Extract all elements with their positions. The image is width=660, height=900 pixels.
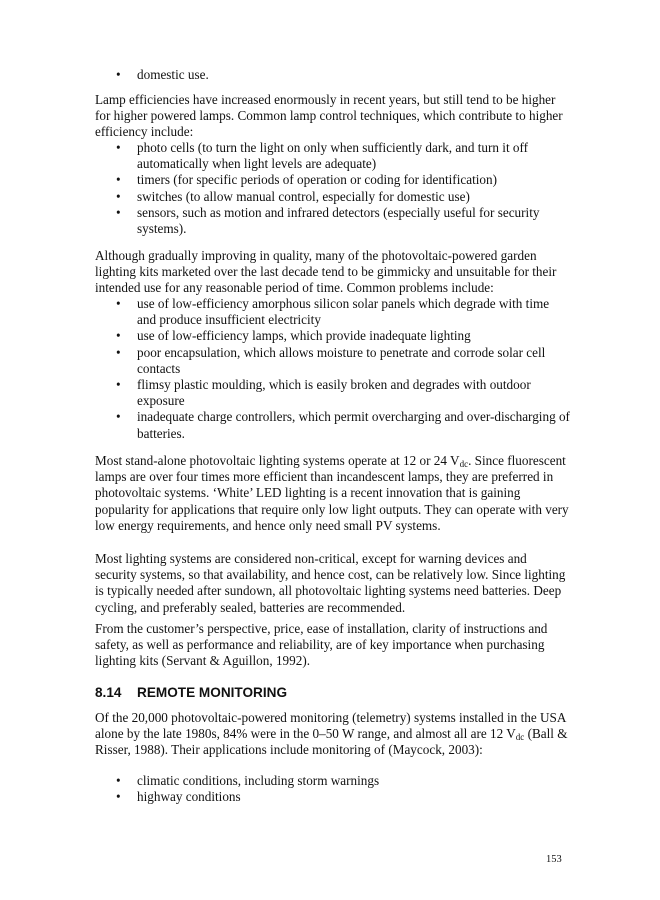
list-item: • switches (to allow manual control, especially for domestic use) (116, 188, 470, 204)
list-top (95, 67, 570, 83)
bullet-icon: • (116, 344, 121, 360)
bullet-icon: • (116, 296, 121, 311)
paragraph-customer-perspective: From the customer’s perspective, price, ease of installation, clarity of instructions and safety, as well as performance and reliability, are of key importance when purchasing lighting kits (Servant & Aguillon, 1992). (95, 621, 548, 669)
list-item: • sensors, such as motion and infrared detectors (especially useful for security systems). (116, 204, 540, 237)
bullet-icon: • (116, 67, 121, 82)
list-monitoring-applications (95, 773, 570, 805)
list-item: • inadequate charge controllers, which permit overcharging and over-discharging of batteries. (116, 409, 570, 441)
list-lamp-control (95, 140, 570, 237)
section-title: REMOTE MONITORING (137, 685, 288, 700)
paragraph-standalone-systems: Most stand-alone photovoltaic lighting systems operate at 12 or 24 $V_{dc}$. Since fluorescent lamps are over four times more efficient than incandescent lamps, they are preferred in photovoltaic systems. ‘White’ LED lighting is a recent innovation that is gaining popularity for applications that require only low light outputs. They can operate with very low energy requirements, and hence only need small PV systems. (95, 453, 569, 533)
list-item: • poor encapsulation, which allows moisture to penetrate and corrode solar cell contacts (116, 344, 546, 376)
list-item: • use of low-efficiency lamps, which provide inadequate lighting (116, 328, 471, 344)
section-heading (95, 684, 570, 702)
list-item: • domestic use. (116, 67, 209, 82)
paragraph-lamp-efficiency: Lamp efficiencies have increased enormously in recent years, but still tend to be higher for higher powered lamps. Common lamp control techniques, which contribute to higher efficiency include: (95, 92, 563, 140)
paragraph-non-critical: Most lighting systems are considered non-critical, except for warning devices and security systems, so that availability, and hence cost, can be relatively low. Since lighting is typically needed after sundown, all photovoltaic lighting systems need batteries. Deep cycling, and preferably sealed, batteries are recommended. (95, 551, 566, 615)
paragraph-remote-monitoring: Of the 20,000 photovoltaic-powered monitoring (telemetry) systems installed in the USA alone by the late 1980s, 84% were in the 0–50 W range, and almost all are 12 $V_{dc}$ (Ball & Risser, 1988). Their applications include monitoring of (Maycock, 2003): (95, 710, 568, 758)
bullet-icon: • (116, 140, 121, 155)
list-item: • photo cells (to turn the light on only when sufficiently dark, and turn it off automatically when light levels are adequate) (116, 140, 529, 172)
list-item: • climatic conditions, including storm warnings (116, 773, 380, 788)
list-item: • highway conditions (116, 789, 241, 805)
bullet-icon: • (116, 172, 121, 188)
bullet-icon: • (116, 328, 121, 344)
list-common-problems (95, 296, 570, 442)
paragraph-garden-kits: Although gradually improving in quality, many of the photovoltaic-powered garden lighting kits marketed over the last decade tend to be gimmicky and unsuitable for their intended use for any reasonable period of time. Common problems include: (95, 248, 557, 296)
list-item: • flimsy plastic moulding, which is easily broken and degrades with outdoor exposure (116, 377, 531, 409)
bullet-icon: • (116, 789, 121, 805)
bullet-icon: • (116, 773, 121, 788)
list-item: • use of low-efficiency amorphous silicon solar panels which degrade with time and produce insufficient electricity (116, 296, 550, 328)
bullet-icon: • (116, 377, 121, 393)
bullet-icon: • (116, 204, 121, 220)
page-number: 153 (546, 854, 562, 865)
section-number: 8.14 (95, 685, 122, 700)
bullet-icon: • (116, 188, 121, 204)
list-item: • timers (for specific periods of operation or coding for identification) (116, 172, 497, 188)
bullet-icon: • (116, 409, 121, 425)
